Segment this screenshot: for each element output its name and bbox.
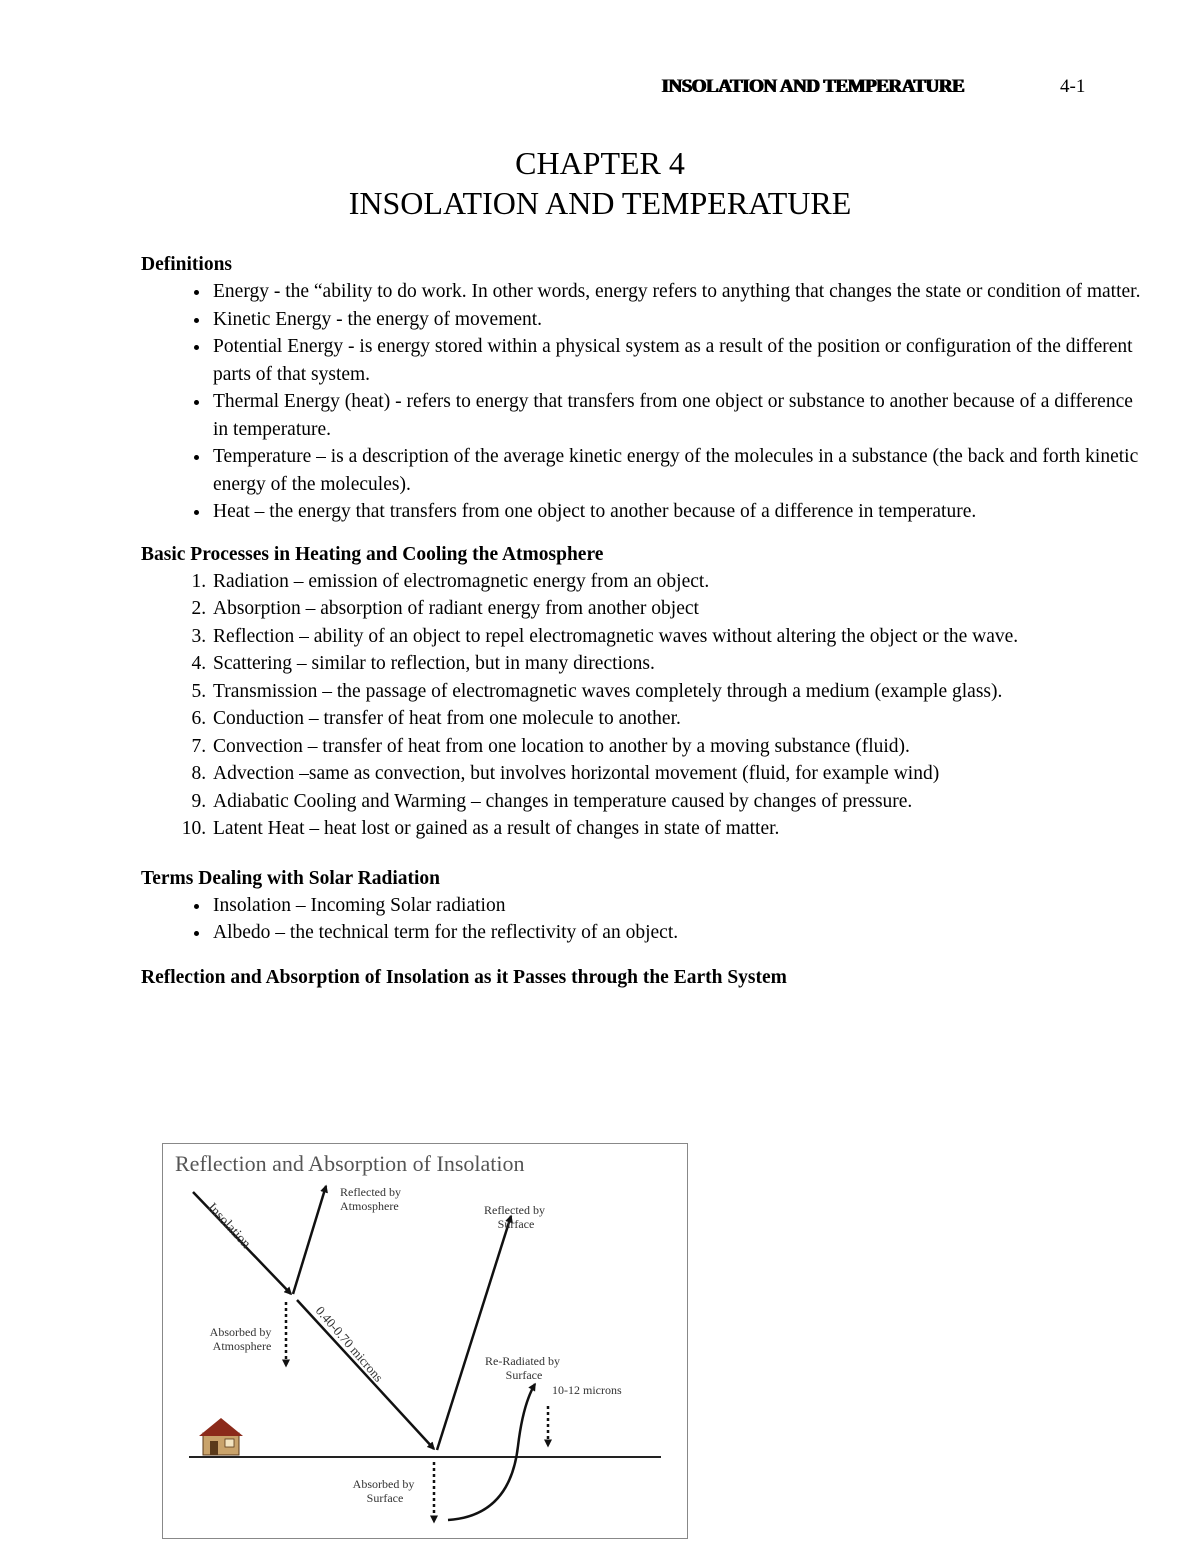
page-body	[141, 252, 1141, 991]
reflected-surface-label: Reflected by Surface	[484, 1203, 545, 1231]
definitions-heading: Definitions	[141, 254, 233, 275]
insolation-diagram	[162, 1143, 688, 1539]
chapter-title: INSOLATION AND TEMPERATURE	[348, 185, 852, 221]
list-item: • Energy - the “ability to do work. In other words, energy refers to anything that changes the state or condition of matter.	[211, 278, 1141, 306]
reflection-section-heading: Reflection and Absorption of Insolation as it Passes through the Earth System	[141, 966, 787, 988]
list-item: • Potential Energy - is energy stored within a physical system as a result of the position or configuration of the different parts of that system.	[211, 333, 1141, 388]
list-item: 1. Radiation – emission of electromagnetic energy from an object.	[211, 568, 1141, 596]
list-item: 10. Latent Heat – heat lost or gained as a result of changes in state of matter.	[211, 815, 1141, 843]
wavelength-visible-label: 0.40-0.70 microns	[312, 1303, 387, 1385]
absorbed-atmosphere-label: Absorbed by Atmosphere	[209, 1325, 272, 1353]
solar-terms-list	[141, 892, 1141, 947]
transmitted-arrow	[297, 1300, 434, 1449]
list-item: 3. Reflection – ability of an object to repel electromagnetic waves without altering the object or the wave.	[211, 623, 1141, 651]
running-header	[0, 76, 1200, 100]
definitions-list	[141, 278, 1141, 526]
reflected-surface-arrow	[437, 1216, 511, 1450]
reradiated-label: Re-Radiated by Surface	[485, 1354, 560, 1382]
list-item: 6. Conduction – transfer of heat from one molecule to another.	[211, 705, 1141, 733]
list-item: • Kinetic Energy - the energy of movement.	[211, 306, 1141, 334]
list-item: 7. Convection – transfer of heat from one location to another by a moving substance (fluid).	[211, 733, 1141, 761]
chapter-heading	[0, 143, 1200, 223]
processes-heading: Basic Processes in Heating and Cooling the Atmosphere	[141, 543, 604, 565]
reflected-atmosphere-arrow	[293, 1186, 326, 1294]
solar-terms-heading: Terms Dealing with Solar Radiation	[141, 867, 441, 889]
list-item: 2. Absorption – absorption of radiant energy from another object	[211, 595, 1141, 623]
wavelength-infrared-label: 10-12 microns	[552, 1383, 622, 1397]
diagram-title: Reflection and Absorption of Insolation	[175, 1151, 525, 1176]
list-item: 5. Transmission – the passage of electromagnetic waves completely through a medium (example glass).	[211, 678, 1141, 706]
processes-list	[141, 568, 1141, 843]
running-title: INSOLATION AND TEMPERATURE	[661, 76, 964, 97]
absorbed-surface-label: Absorbed by Surface	[352, 1477, 415, 1505]
house-icon	[199, 1418, 243, 1455]
list-item: • Temperature – is a description of the average kinetic energy of the molecules in a substance (the back and forth kinetic energy of the molecules).	[211, 443, 1141, 498]
reradiated-arrow	[448, 1384, 535, 1520]
page-number: 4-1	[1060, 76, 1086, 97]
list-item: 8. Advection –same as convection, but involves horizontal movement (fluid, for example wind)	[211, 760, 1141, 788]
list-item: • Heat – the energy that transfers from one object to another because of a difference in temperature.	[211, 498, 1141, 526]
list-item: • Thermal Energy (heat) - refers to energy that transfers from one object or substance to another because of a difference in temperature.	[211, 388, 1141, 443]
list-item: 9. Adiabatic Cooling and Warming – changes in temperature caused by changes of pressure.	[211, 788, 1141, 816]
reflected-atmosphere-label: Reflected by Atmosphere	[340, 1185, 401, 1213]
list-item: • Insolation – Incoming Solar radiation	[211, 892, 1141, 920]
chapter-number: CHAPTER 4	[515, 145, 685, 181]
list-item: • Albedo – the technical term for the reflectivity of an object.	[211, 919, 1141, 947]
list-item: 4. Scattering – similar to reflection, but in many directions.	[211, 650, 1141, 678]
insolation-label: Insolation	[204, 1200, 254, 1252]
